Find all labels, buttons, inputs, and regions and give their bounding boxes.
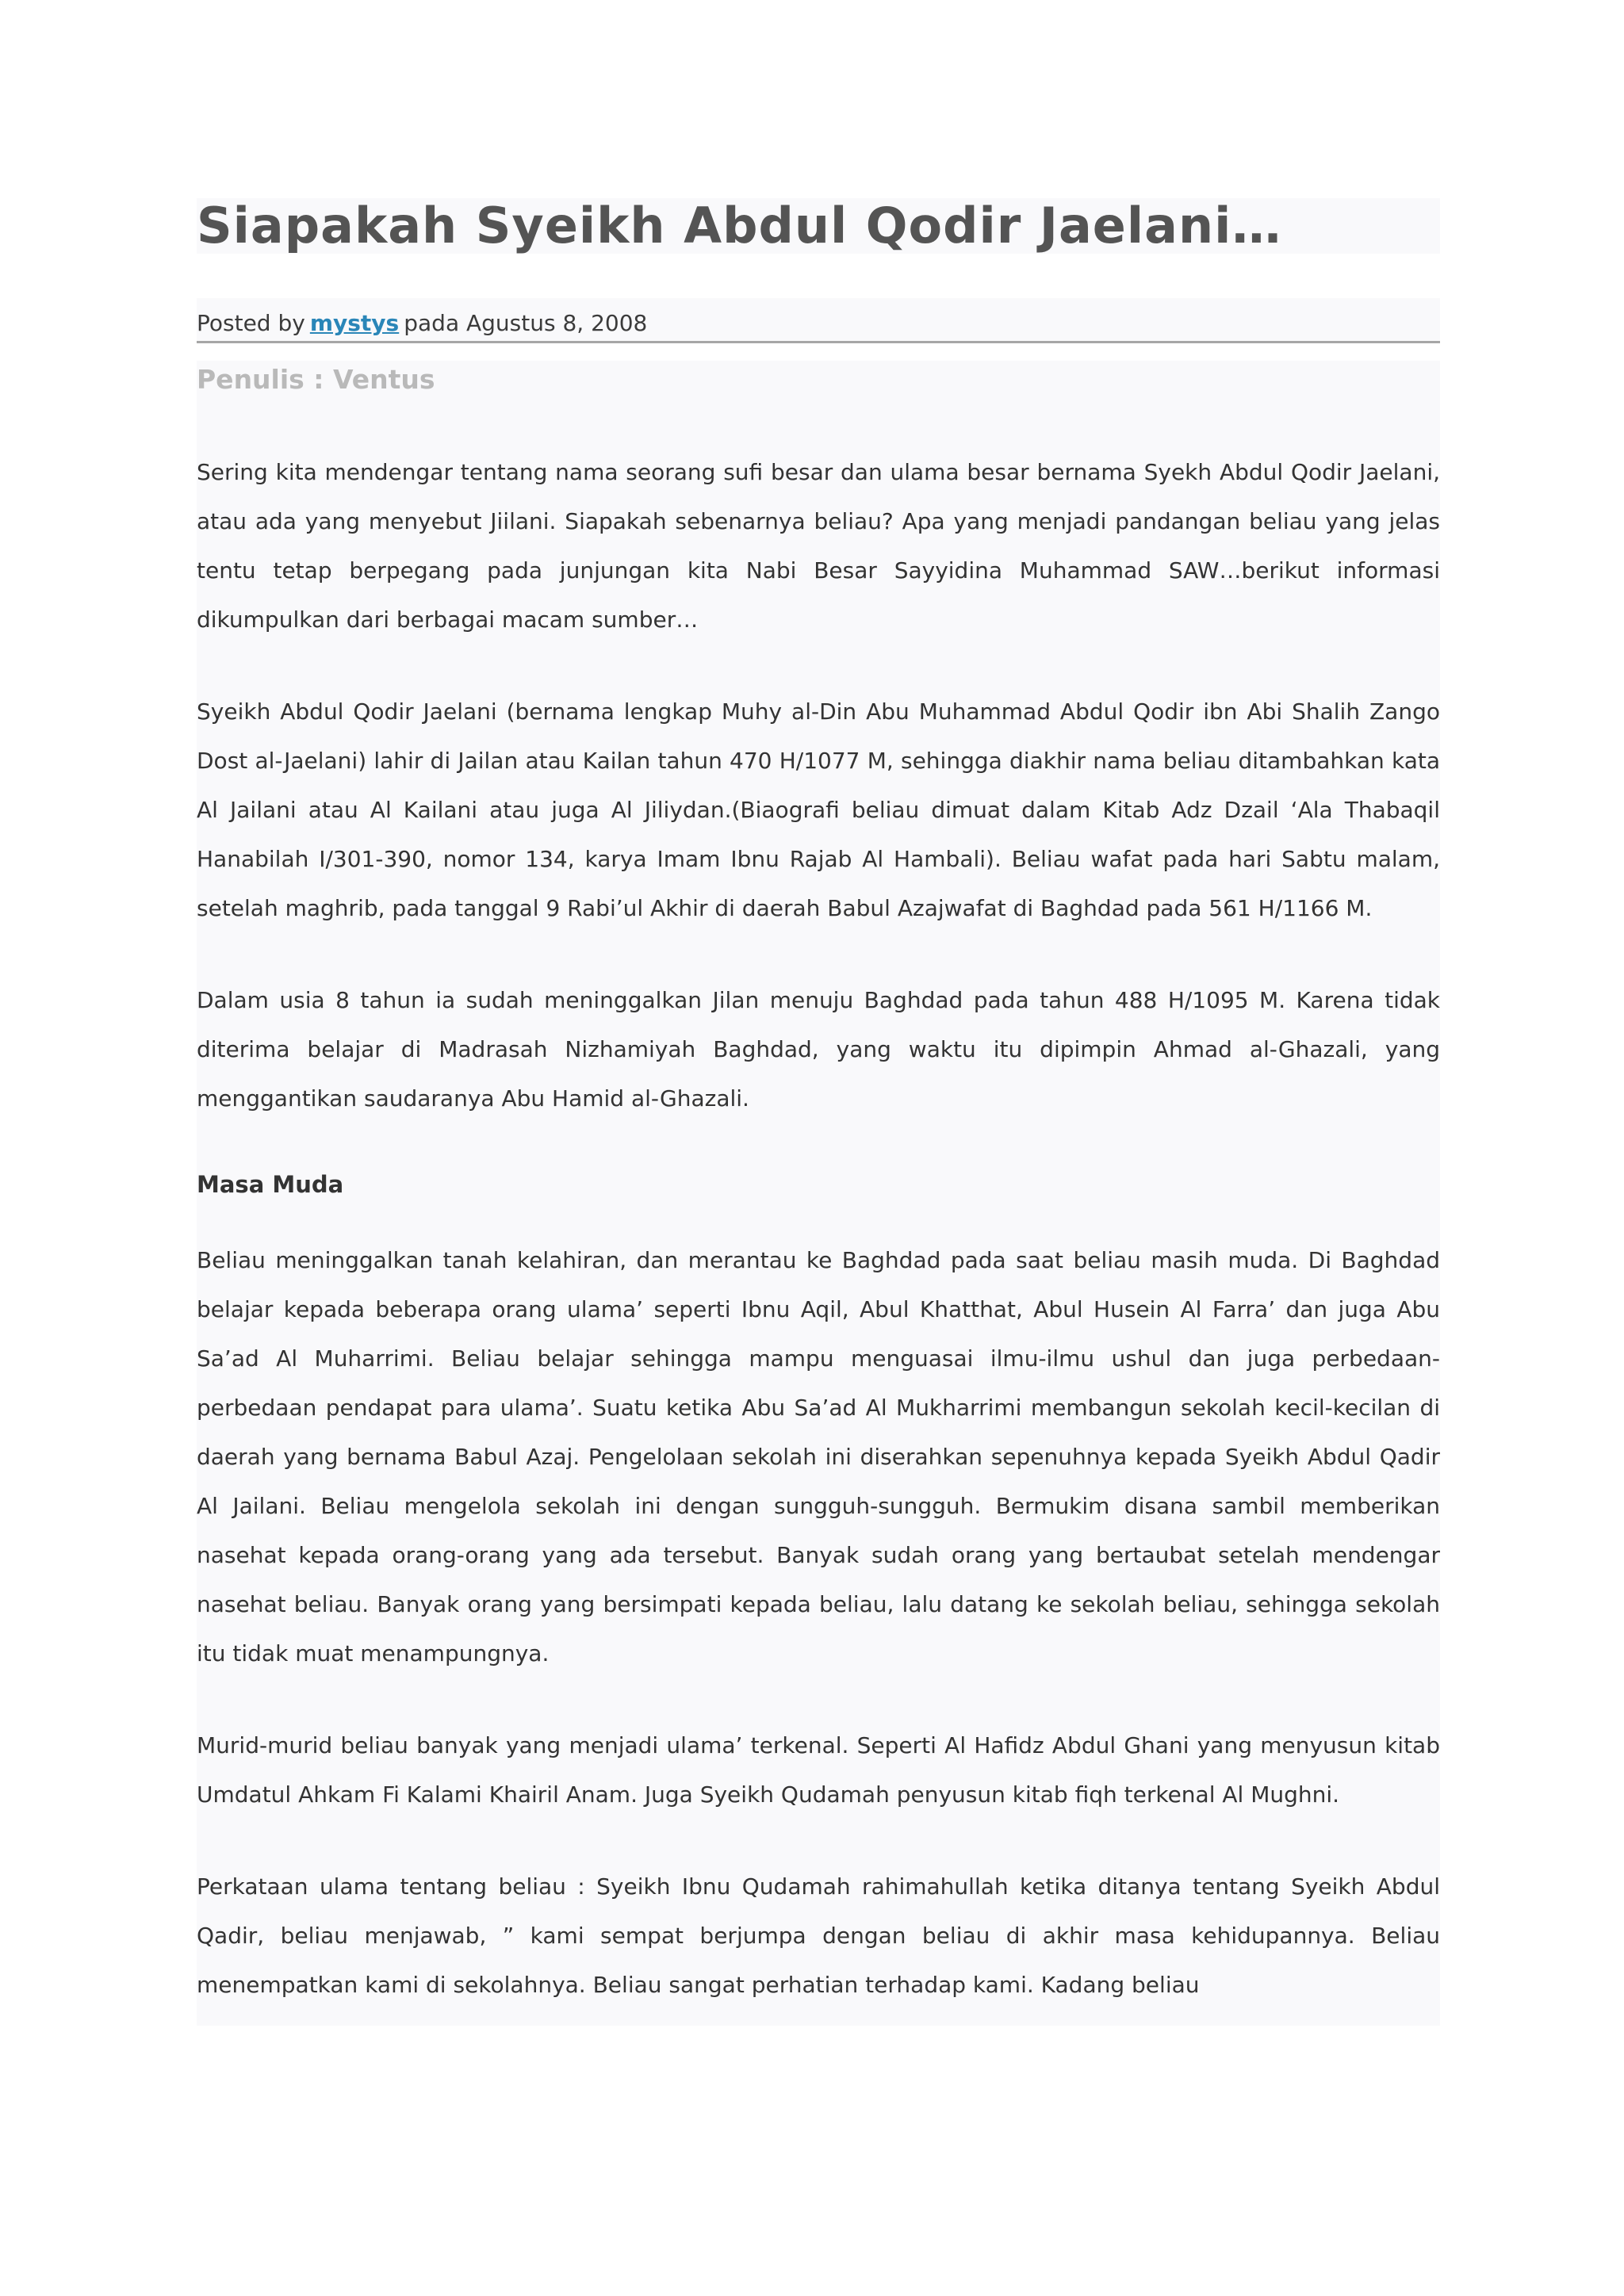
byline: Penulis : Ventus	[197, 364, 435, 395]
author-link[interactable]: mystys	[309, 310, 400, 336]
paragraph-students: Murid-murid beliau banyak yang menjadi ulama’ terkenal. Seperti Al Hafidz Abdul Ghani yang menyusun kitab Umdatul Ahkam Fi Kalami Khairil Anam. Juga Syeikh Qudamah penyusun kitab fiqh terkenal Al Mughni.	[197, 1732, 1440, 1808]
paragraph-youth: Beliau meninggalkan tanah kelahiran, dan merantau ke Baghdad pada saat beliau masih muda. Di Baghdad belajar kepada beberapa orang ulama’ seperti Ibnu Aqil, Abul Khatthat, Abul Husein Al Farra’ dan juga Abu Sa’ad Al Muharrimi. Beliau belajar sehingga mampu menguasai ilmu-ilmu ushul dan juga perbedaan-perbedaan pendapat para ulama’. Suatu ketika Abu Sa’ad Al Mukharrimi membangun sekolah kecil-kecilan di daerah yang bernama Babul Azaj. Pengelolaan sekolah ini diserahkan sepenuhnya kepada Syeikh Abdul Qadir Al Jailani. Beliau mengelola sekolah ini dengan sungguh-sungguh. Bermukim disana sambil memberikan nasehat kepada orang-orang yang ada tersebut. Banyak sudah orang yang bertaubat setelah mendengar nasehat beliau. Banyak orang yang bersimpati kepada beliau, lalu datang ke sekolah beliau, sehingga sekolah itu tidak muat menampungnya.	[197, 1247, 1440, 1667]
posted-by-label: Posted by	[197, 310, 305, 336]
paragraph-biography: Syeikh Abdul Qodir Jaelani (bernama lengkap Muhy al-Din Abu Muhammad Abdul Qodir ibn Abi Shalih Zango Dost al-Jaelani) lahir di Jailan atau Kailan tahun 470 H/1077 M, sehingga diakhir nama beliau ditambahkan kata Al Jailani atau Al Kailani atau juga Al Jiliydan.(Biaografi beliau dimuat dalam Kitab Adz Dzail ‘Ala Thabaqil Hanabilah I/301-390, nomor 134, karya Imam Ibnu Rajab Al Hambali). Beliau wafat pada hari Sabtu malam, setelah maghrib, pada tanggal 9 Rabi’ul Akhir di daerah Babul Azajwafat di Baghdad pada 561 H/1166 M.	[197, 698, 1440, 921]
post-meta	[197, 298, 1440, 343]
article	[197, 198, 1440, 2026]
paragraph-childhood: Dalam usia 8 tahun ia sudah meninggalkan Jilan menuju Baghdad pada tahun 488 H/1095 M. Karena tidak diterima belajar di Madrasah Nizhamiyah Baghdad, yang waktu itu dipimpin Ahmad al-Ghazali, yang menggantikan saudaranya Abu Hamid al-Ghazali.	[197, 987, 1440, 1112]
section-heading: Masa Muda	[197, 1171, 344, 1198]
page-title: Siapakah Syeikh Abdul Qodir Jaelani…	[197, 197, 1282, 254]
title-bar	[197, 198, 1440, 254]
article-body	[197, 361, 1440, 2026]
paragraph-intro: Sering kita mendengar tentang nama seorang sufi besar dan ulama besar bernama Syekh Abdul Qodir Jaelani, atau ada yang menyebut Jiilani. Siapakah sebenarnya beliau? Apa yang menjadi pandangan beliau yang jelas tentu tetap berpegang pada junjungan kita Nabi Besar Sayyidina Muhammad SAW…berikut informasi dikumpulkan dari berbagai macam sumber…	[197, 459, 1440, 633]
paragraph-scholar-opinion: Perkataan ulama tentang beliau : Syeikh Ibnu Qudamah rahimahullah ketika ditanya tentang Syeikh Abdul Qadir, beliau menjawab, ” kami sempat berjumpa dengan beliau di akhir masa kehidupannya. Beliau menempatkan kami di sekolahnya. Beliau sangat perhatian terhadap kami. Kadang beliau	[197, 1873, 1440, 1998]
post-date: pada Agustus 8, 2008	[404, 310, 648, 336]
